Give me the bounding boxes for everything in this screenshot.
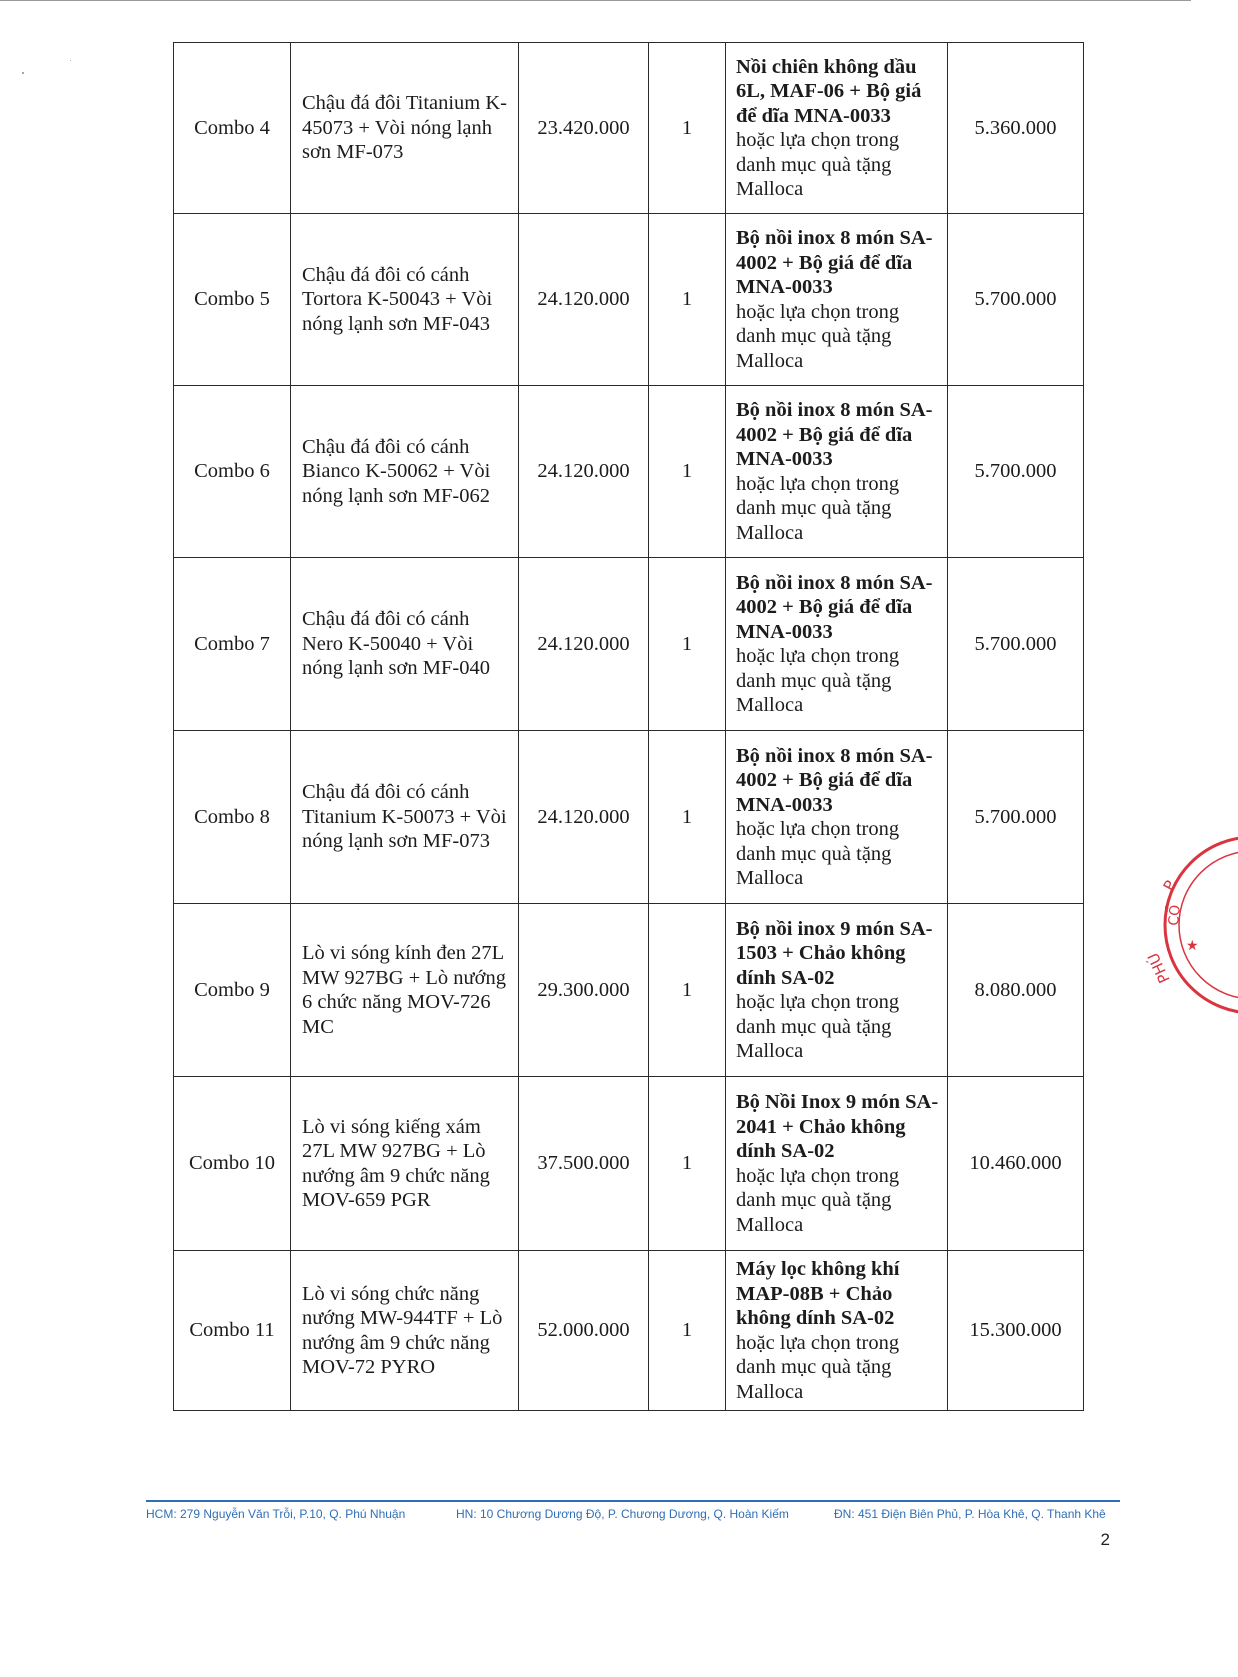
combo-name-cell: Combo 8: [174, 731, 291, 904]
gift-value-cell: 15.300.000: [948, 1251, 1084, 1411]
gift-note-text: hoặc lựa chọn trong danh mục quà tặng Malloca: [736, 1331, 900, 1403]
svg-text:CỔ: CỔ: [1166, 904, 1184, 927]
combo-price-cell: 24.120.000: [519, 558, 649, 731]
combo-price-cell: 52.000.000: [519, 1251, 649, 1411]
combo-gift-cell: [726, 43, 948, 214]
page-number: 2: [1100, 1530, 1110, 1549]
combo-name-cell: Combo 11: [174, 1251, 291, 1411]
gift-note-text: hoặc lựa chọn trong danh mục quà tặng Malloca: [736, 991, 900, 1062]
gift-note-text: hoặc lựa chọn trong danh mục quà tặng Malloca: [736, 129, 900, 200]
combo-quantity-cell: 1: [649, 904, 726, 1077]
gift-items-text: Bộ nồi inox 8 món SA-4002 + Bộ giá để dĩa MNA-0033: [736, 227, 933, 298]
table-row: [174, 214, 1084, 386]
gift-note-text: hoặc lựa chọn trong danh mục quà tặng Malloca: [736, 300, 900, 372]
table-row: [174, 731, 1084, 904]
combo-price-cell: 24.120.000: [519, 214, 649, 386]
combo-price-cell: 37.500.000: [519, 1077, 649, 1251]
combo-description-cell: Lò vi sóng chức năng nướng MW-944TF + Lò nướng âm 9 chức năng MOV-72 PYRO: [291, 1251, 519, 1411]
combo-name-cell: Combo 9: [174, 904, 291, 1077]
gift-note-text: hoặc lựa chọn trong danh mục quà tặng Malloca: [736, 818, 900, 889]
combo-price-cell: 23.420.000: [519, 43, 649, 214]
footer-addresses: [146, 1507, 1126, 1523]
gift-value-cell: 8.080.000: [948, 904, 1084, 1077]
gift-note-text: hoặc lựa chọn trong danh mục quà tặng Malloca: [736, 1164, 900, 1236]
footer-rule: [146, 1500, 1120, 1502]
combo-name-cell: Combo 10: [174, 1077, 291, 1251]
combo-gift-cell: [726, 214, 948, 386]
combo-description-cell: Chậu đá đôi có cánh Tortora K-50043 + Vòi nóng lạnh sơn MF-043: [291, 214, 519, 386]
combo-gift-cell: [726, 904, 948, 1077]
scan-speck: [70, 60, 71, 61]
page-top-rule: [0, 0, 1191, 1]
gift-note-text: hoặc lựa chọn trong danh mục quà tặng Malloca: [736, 645, 900, 716]
gift-value-cell: 5.700.000: [948, 214, 1084, 386]
combo-quantity-cell: 1: [649, 214, 726, 386]
scan-speck: [22, 72, 24, 74]
combo-price-cell: 24.120.000: [519, 386, 649, 558]
combo-price-cell: 29.300.000: [519, 904, 649, 1077]
gift-note-text: hoặc lựa chọn trong danh mục quà tặng Malloca: [736, 472, 900, 544]
table-row: [174, 558, 1084, 731]
combo-table: [173, 42, 1084, 1411]
gift-value-cell: 5.700.000: [948, 386, 1084, 558]
combo-name-cell: Combo 5: [174, 214, 291, 386]
footer-address-hn: HN: 10 Chương Dương Độ, P. Chương Dương, Q. Hoàn Kiếm: [456, 1507, 789, 1521]
combo-name-cell: Combo 6: [174, 386, 291, 558]
company-seal-icon: [1144, 830, 1238, 1020]
combo-quantity-cell: 1: [649, 1077, 726, 1251]
combo-price-cell: 24.120.000: [519, 731, 649, 904]
table-row: [174, 386, 1084, 558]
combo-quantity-cell: 1: [649, 386, 726, 558]
combo-name-cell: Combo 7: [174, 558, 291, 731]
combo-gift-cell: [726, 1077, 948, 1251]
gift-items-text: Bộ nồi inox 9 món SA-1503 + Chảo không dính SA-02: [736, 917, 933, 989]
combo-description-cell: Lò vi sóng kính đen 27L MW 927BG + Lò nướng 6 chức năng MOV-726 MC: [291, 904, 519, 1077]
combo-quantity-cell: 1: [649, 731, 726, 904]
table-row: [174, 904, 1084, 1077]
gift-value-cell: 10.460.000: [948, 1077, 1084, 1251]
combo-description-cell: Chậu đá đôi có cánh Bianco K-50062 + Vòi nóng lạnh sơn MF-062: [291, 386, 519, 558]
combo-gift-cell: [726, 731, 948, 904]
table-row: [174, 43, 1084, 214]
combo-description-cell: Chậu đá đôi có cánh Nero K-50040 + Vòi nóng lạnh sơn MF-040: [291, 558, 519, 731]
gift-items-text: Bộ nồi inox 8 món SA-4002 + Bộ giá để dĩa MNA-0033: [736, 399, 933, 470]
svg-text:★: ★: [1186, 938, 1199, 954]
gift-items-text: Máy lọc không khí MAP-08B + Chảo không dính SA-02: [736, 1258, 900, 1329]
combo-quantity-cell: 1: [649, 1251, 726, 1411]
gift-items-text: Bộ nồi inox 8 món SA-4002 + Bộ giá để dĩa MNA-0033: [736, 571, 933, 643]
combo-gift-cell: [726, 386, 948, 558]
combo-table-body: [174, 43, 1084, 1411]
combo-name-cell: Combo 4: [174, 43, 291, 214]
gift-items-text: Bộ Nồi Inox 9 món SA-2041 + Chảo không dính SA-02: [736, 1091, 939, 1162]
combo-quantity-cell: 1: [649, 558, 726, 731]
combo-description-cell: Chậu đá đôi có cánh Titanium K-50073 + Vòi nóng lạnh sơn MF-073: [291, 731, 519, 904]
combo-quantity-cell: 1: [649, 43, 726, 214]
svg-text:P.: P.: [1159, 875, 1181, 894]
combo-gift-cell: [726, 1251, 948, 1411]
gift-items-text: Bộ nồi inox 8 món SA-4002 + Bộ giá để dĩa MNA-0033: [736, 744, 933, 816]
table-row: [174, 1251, 1084, 1411]
combo-description-cell: Chậu đá đôi Titanium K-45073 + Vòi nóng lạnh sơn MF-073: [291, 43, 519, 214]
footer-address-dn: ĐN: 451 Điện Biên Phủ, P. Hòa Khê, Q. Thanh Khê: [834, 1507, 1106, 1521]
table-row: [174, 1077, 1084, 1251]
combo-description-cell: Lò vi sóng kiếng xám 27L MW 927BG + Lò nướng âm 9 chức năng MOV-659 PGR: [291, 1077, 519, 1251]
svg-text:PHÚ: PHÚ: [1144, 949, 1174, 986]
gift-value-cell: 5.360.000: [948, 43, 1084, 214]
combo-gift-cell: [726, 558, 948, 731]
gift-value-cell: 5.700.000: [948, 731, 1084, 904]
footer-address-hcm: HCM: 279 Nguyễn Văn Trỗi, P.10, Q. Phú Nhuận: [146, 1507, 406, 1521]
gift-value-cell: 5.700.000: [948, 558, 1084, 731]
gift-items-text: Nồi chiên không dầu 6L, MAF-06 + Bộ giá để dĩa MNA-0033: [736, 55, 922, 127]
